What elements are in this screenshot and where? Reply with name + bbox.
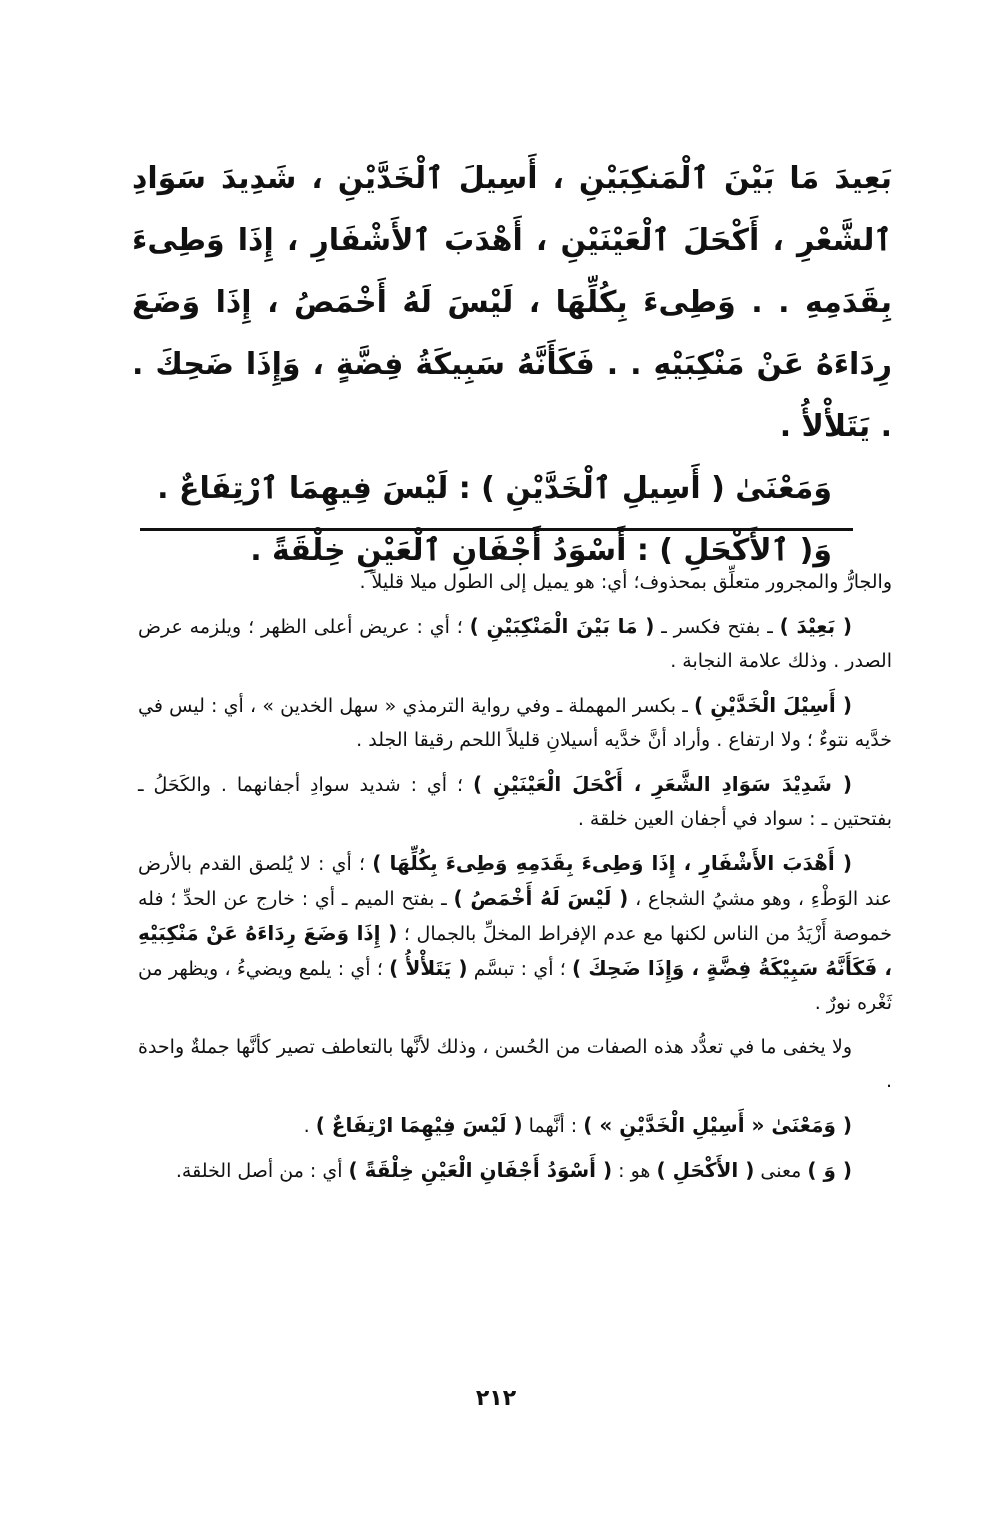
note-5 <box>138 846 892 1020</box>
note-term: ( وَمَعْنَىٰ « أَسِيْلِ الْخَدَّيْنِ » ) <box>583 1113 852 1137</box>
note-1 <box>138 565 892 599</box>
note-7 <box>138 1108 892 1143</box>
note-term: ( الأَكْحَلِ ) <box>656 1158 755 1182</box>
note-text: ؛ أي : شديد سوادِ أجفانهما . والكَحَلُ ـ بفتحتين ـ : سواد في أجفان العين خلقة . <box>138 774 892 830</box>
note-term: ( لَيْسَ فِيْهِمَا ارْتِفَاعٌ ) <box>315 1113 523 1137</box>
note-term: ( أَسِيْلَ الْخَدَّيْنِ ) <box>693 693 852 717</box>
note-3 <box>138 688 892 757</box>
note-text: والجارُّ والمجرور متعلِّق بمحذوف؛ أي: هو يميل إلى الطول ميلا قليلاً . <box>359 571 892 593</box>
main-text <box>132 148 892 582</box>
definition-line-1: وَمَعْنَىٰ ( أَسِيلِ ٱلْخَدَّيْنِ ) : لَيْسَ فِيهِمَا ٱرْتِفَاعٌ . <box>157 471 832 506</box>
note-term: ( شَدِيْدَ سَوَادِ الشَّعَرِ ، أَكْحَلَ الْعَيْنَيْنِ ) <box>473 772 852 796</box>
footnote-divider <box>140 528 853 531</box>
note-text: : أنَّهما <box>522 1115 584 1137</box>
page-number: ٢١٢ <box>475 1386 517 1411</box>
note-text: ـ بفتح فكسر ـ <box>654 616 780 638</box>
note-text: ـ بكسر المهملة ـ وفي رواية الترمذي « سهل الخدين » ، أي : ليس في خدَّيه نتوءٌ ؛ ولا ارتفاع . وأراد أنَّ خدَّيه أسيلانِ قليلاً اللحم رقيقا الجلد . <box>138 695 892 751</box>
note-term: ( يَتَلأْلأُ ) <box>389 956 468 980</box>
note-text: هو : <box>612 1160 657 1182</box>
note-text: أي : من أصل الخلقة. <box>175 1160 349 1182</box>
note-2 <box>138 609 892 678</box>
commentary <box>138 565 892 1198</box>
note-text: ؛ أي : لا يُلصق القدم بالأرض عند الوَطْءِ ، وهو مشيُ الشجاع ، <box>138 853 893 910</box>
note-4 <box>138 767 892 836</box>
note-term: ( وَ ) <box>807 1158 852 1182</box>
note-term: ( لَيْسَ لَهُ أَخْمَصُ ) <box>453 886 629 910</box>
note-term: ( أَهْدَبَ الأَشْفَارِ ، إِذَا وَطِىءَ بِقَدَمِهِ وَطِىءَ بِكُلِّهَا ) <box>372 851 852 875</box>
note-text: ولا يخفى ما في تعدُّد هذه الصفات من الحُسن ، وذلك لأنَّها بالتعاطف تصير كأنَّها جملةٌ واحدة . <box>138 1036 892 1092</box>
note-term: ( مَا بَيْنَ الْمَنْكِبَيْنِ ) <box>469 614 655 638</box>
note-text: ؛ أي : عريض أعلى الظهر ؛ ويلزمه عرض الصدر . وذلك علامة النجابة . <box>138 616 892 672</box>
note-text: ؛ أي : تبسَّم <box>467 958 573 980</box>
note-term: ( بَعِيْدَ ) <box>779 614 852 638</box>
definition-line-2: وَ( ٱلأَكْحَلِ ) : أَسْوَدُ أَجْفَانِ ٱلْعَيْنِ خِلْقَةً . <box>250 533 832 568</box>
note-6 <box>138 1030 892 1098</box>
note-text: معنى <box>754 1160 808 1182</box>
note-text: . <box>303 1115 316 1137</box>
note-8 <box>138 1153 892 1188</box>
note-text: ـ بفتح الميم ـ أي : خارج عن الحدِّ ؛ فله خموصة أَزْيَدُ من الناس لكنها مع عدم الإفراط المخلِّ بالجمال ؛ <box>138 888 892 945</box>
note-term: ( أَسْوَدُ أَجْفَانِ الْعَيْنِ خِلْقَةً ) <box>348 1158 613 1182</box>
main-paragraph: بَعِيدَ مَا بَيْنَ ٱلْمَنكِبَيْنِ ، أَسِيلَ ٱلْخَدَّيْنِ ، شَدِيدَ سَوَادِ ٱلشَّعْرِ ، أَكْحَلَ ٱلْعَيْنَيْنِ ، أَهْدَبَ ٱلأَشْفَارِ ، إِذَا وَطِىءَ بِقَدَمِهِ . . وَطِىءَ بِكُلِّهَا ، لَيْسَ لَهُ أَخْمَصُ ، إِذَا وَضَعَ رِدَاءَهُ عَنْ مَنْكِبَيْهِ . . فَكَأَنَّهُ سَبِيكَةُ فِضَّةٍ ، وَإِذَا ضَحِكَ . . يَتَلأْلأُ . <box>132 161 892 444</box>
note-term: ( إِذَا وَضَعَ رِدَاءَهُ عَنْ مَنْكِبَيْهِ ، فَكَأَنَّهُ سَبِيْكَةُ فِضَّةٍ ، وَإِذَا ضَحِكَ ) <box>138 921 892 980</box>
note-text: ؛ أي : يلمع ويضيءُ ، ويظهر من ثَغْره نورٌ . <box>138 958 892 1014</box>
